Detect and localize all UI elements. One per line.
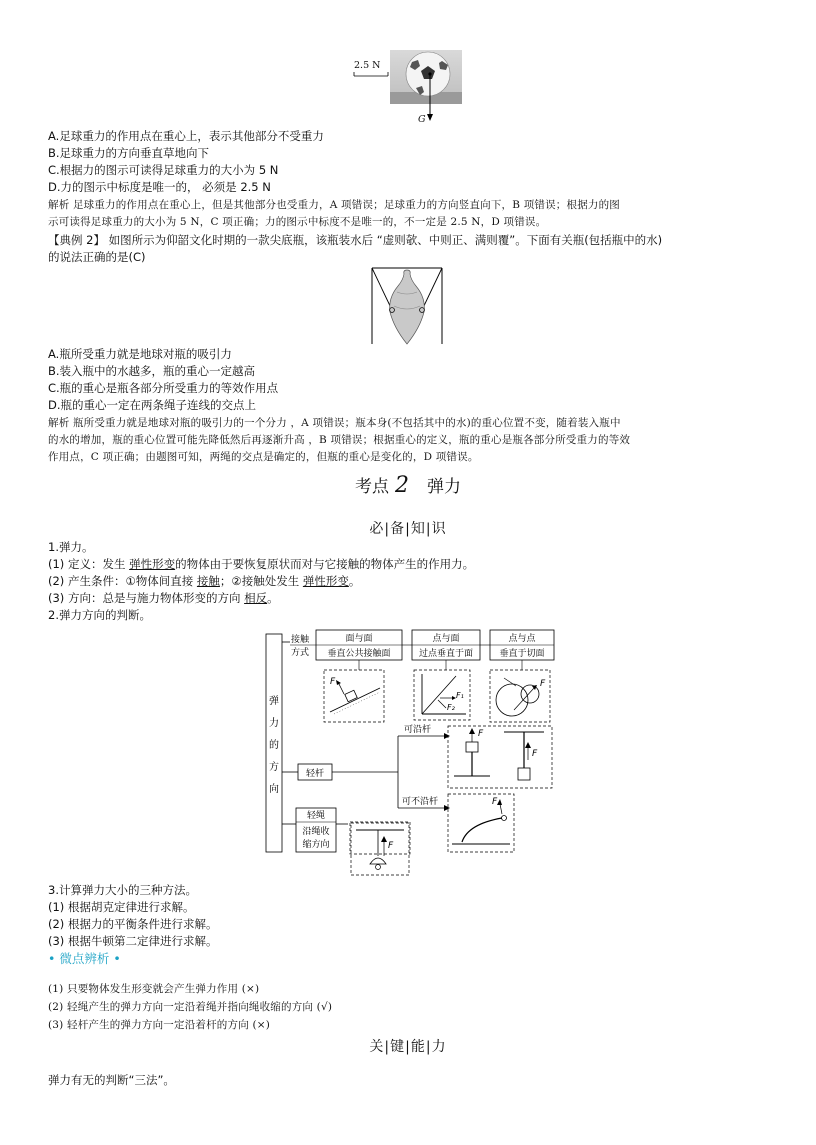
point-face-sub: 过点垂直于面 bbox=[418, 649, 474, 659]
face-face-title: 面与面 bbox=[345, 634, 373, 644]
q1-analysis-line1: 解析 足球重力的作用点在重心上，但是其他部分也受重力，A 项错误；足球重力的方向竖直向下，B 项错误；根据力的图 bbox=[48, 199, 621, 211]
knowledge-heading: 必|备|知|识 bbox=[369, 521, 447, 537]
q2-option-a: A.瓶所受重力就是地球对瓶的吸引力 bbox=[48, 347, 232, 361]
final-line: 弹力有无的判断“三法”。 bbox=[48, 1073, 175, 1087]
point-point-sub: 垂直于切面 bbox=[499, 649, 545, 659]
point-point-title: 点与点 bbox=[508, 634, 536, 644]
root-char-5: 向 bbox=[269, 784, 279, 795]
q2-stem-line1: 【典例 2】 如图所示为仰韶文化时期的一款尖底瓶，该瓶装水后 “虚则欹、中则正、满则覆”。下面有关瓶(包括瓶中的水) bbox=[48, 233, 663, 247]
face-face-sub: 垂直公共接触面 bbox=[327, 649, 391, 659]
k1-direction: (3) 方向：总是与施力物体形变的方向 相反。 bbox=[48, 591, 279, 605]
rope-label: 轻绳 bbox=[306, 811, 326, 821]
micro-analysis-tag: • 微点辨析 • bbox=[48, 951, 121, 966]
k3-item-2: (2) 根据力的平衡条件进行求解。 bbox=[48, 917, 218, 931]
ability-heading: 关|键|能|力 bbox=[369, 1039, 447, 1055]
rope-force-label: F bbox=[388, 841, 394, 851]
q2-analysis-line2: 的水的增加，瓶的重心位置可能先降低然后再逐渐升高 ，B 项错误；根据重心的定义，瓶的重心是瓶各部分所受重力的等效 bbox=[48, 434, 631, 446]
soccer-ball-figure bbox=[350, 48, 470, 128]
rod-along-f2-label: F bbox=[532, 749, 538, 759]
k1-definition: (1) 定义：发生 弹性形变的物体由于要恢复原状而对与它接触的物体产生的作用力。 bbox=[48, 557, 475, 571]
micro-item-2: (2) 轻绳产生的弹力方向一定沿着绳并指向绳收缩的方向 (√) bbox=[48, 1001, 333, 1013]
k1-condition: (2) 产生条件：①物体间直接 接触；②接触处发生 弹性形变。 bbox=[48, 574, 361, 588]
root-char-3: 的 bbox=[269, 740, 279, 751]
section-heading: 考点 2 弹力 bbox=[355, 473, 461, 498]
rod-not-force-label: F bbox=[492, 797, 498, 807]
q1-option-b: B.足球重力的方向垂直草地向下 bbox=[48, 146, 210, 160]
pp-force-label: F bbox=[540, 679, 546, 689]
q2-option-c: C.瓶的重心是瓶各部分所受重力的等效作用点 bbox=[48, 381, 279, 395]
pointed-bottle-figure bbox=[370, 266, 444, 346]
k3-title: 3.计算弹力大小的三种方法。 bbox=[48, 883, 197, 897]
q2-analysis-line1: 解析 瓶所受重力就是地球对瓶的吸引力的一个分力 ，A 项错误；瓶本身(不包括其中的水)的重心位置不变，随着装入瓶中 bbox=[48, 417, 621, 429]
rod-along-label: 可沿杆 bbox=[404, 725, 432, 735]
point-face-example bbox=[414, 670, 470, 720]
root-char-1: 弹 bbox=[269, 696, 279, 707]
q1-option-d: D.力的图示中标度是唯一的， 必须是 2.5 N bbox=[48, 180, 271, 194]
contact-label-2: 方式 bbox=[290, 648, 310, 658]
rod-not-along-label: 可不沿杆 bbox=[402, 797, 439, 807]
q1-option-a: A.足球重力的作用点在重心上，表示其他部分不受重力 bbox=[48, 129, 324, 143]
rod-not-along-example bbox=[448, 794, 514, 852]
q2-option-d: D.瓶的重心一定在两条绳子连线的交点上 bbox=[48, 398, 257, 412]
q2-option-b: B.装入瓶中的水越多，瓶的重心一定越高 bbox=[48, 364, 256, 378]
root-char-2: 力 bbox=[269, 718, 279, 729]
q1-analysis-line2: 示可读得足球重力的大小为 5 N，C 项正确；力的图示中标度不是唯一的，不一定是 2.5 N，D 项错误。 bbox=[48, 216, 547, 228]
pf-force2-label: F₂ bbox=[447, 703, 455, 712]
gravity-label: G bbox=[418, 114, 426, 125]
root-char-4: 方 bbox=[269, 762, 279, 773]
k1-title: 1.弹力。 bbox=[48, 540, 94, 554]
rod-label: 轻杆 bbox=[305, 769, 325, 779]
k3-item-3: (3) 根据牛顿第二定律进行求解。 bbox=[48, 934, 218, 948]
face-face-example bbox=[324, 670, 384, 722]
scale-label: 2.5 N bbox=[354, 60, 381, 71]
rope-sub-2: 缩方向 bbox=[302, 840, 330, 850]
micro-item-1: (1) 只要物体发生形变就会产生弹力作用 (×) bbox=[48, 983, 260, 995]
pf-force1-label: F₁ bbox=[456, 691, 464, 700]
q2-analysis-line3: 作用点，C 项正确；由题图可知，两绳的交点是确定的，但瓶的重心是变化的，D 项错误。 bbox=[48, 451, 479, 463]
q1-option-c: C.根据力的图示可读得足球重力的大小为 5 N bbox=[48, 163, 279, 177]
point-face-title: 点与面 bbox=[432, 634, 460, 644]
q2-stem-line2: 的说法正确的是(C) bbox=[48, 250, 146, 264]
point-point-example bbox=[490, 670, 550, 722]
rod-along-example bbox=[448, 726, 552, 788]
micro-item-3: (3) 轻杆产生的弹力方向一定沿着杆的方向 (×) bbox=[48, 1019, 271, 1031]
rope-sub-1: 沿绳收 bbox=[302, 827, 330, 837]
ff-force-label: F bbox=[330, 677, 336, 687]
elastic-force-direction-diagram bbox=[264, 628, 556, 856]
k3-item-1: (1) 根据胡克定律进行求解。 bbox=[48, 900, 195, 914]
contact-label-1: 接触 bbox=[290, 635, 310, 645]
rod-along-f1-label: F bbox=[478, 729, 484, 739]
rope-lamp-example bbox=[350, 822, 410, 876]
k2-title: 2.弹力方向的判断。 bbox=[48, 608, 151, 622]
